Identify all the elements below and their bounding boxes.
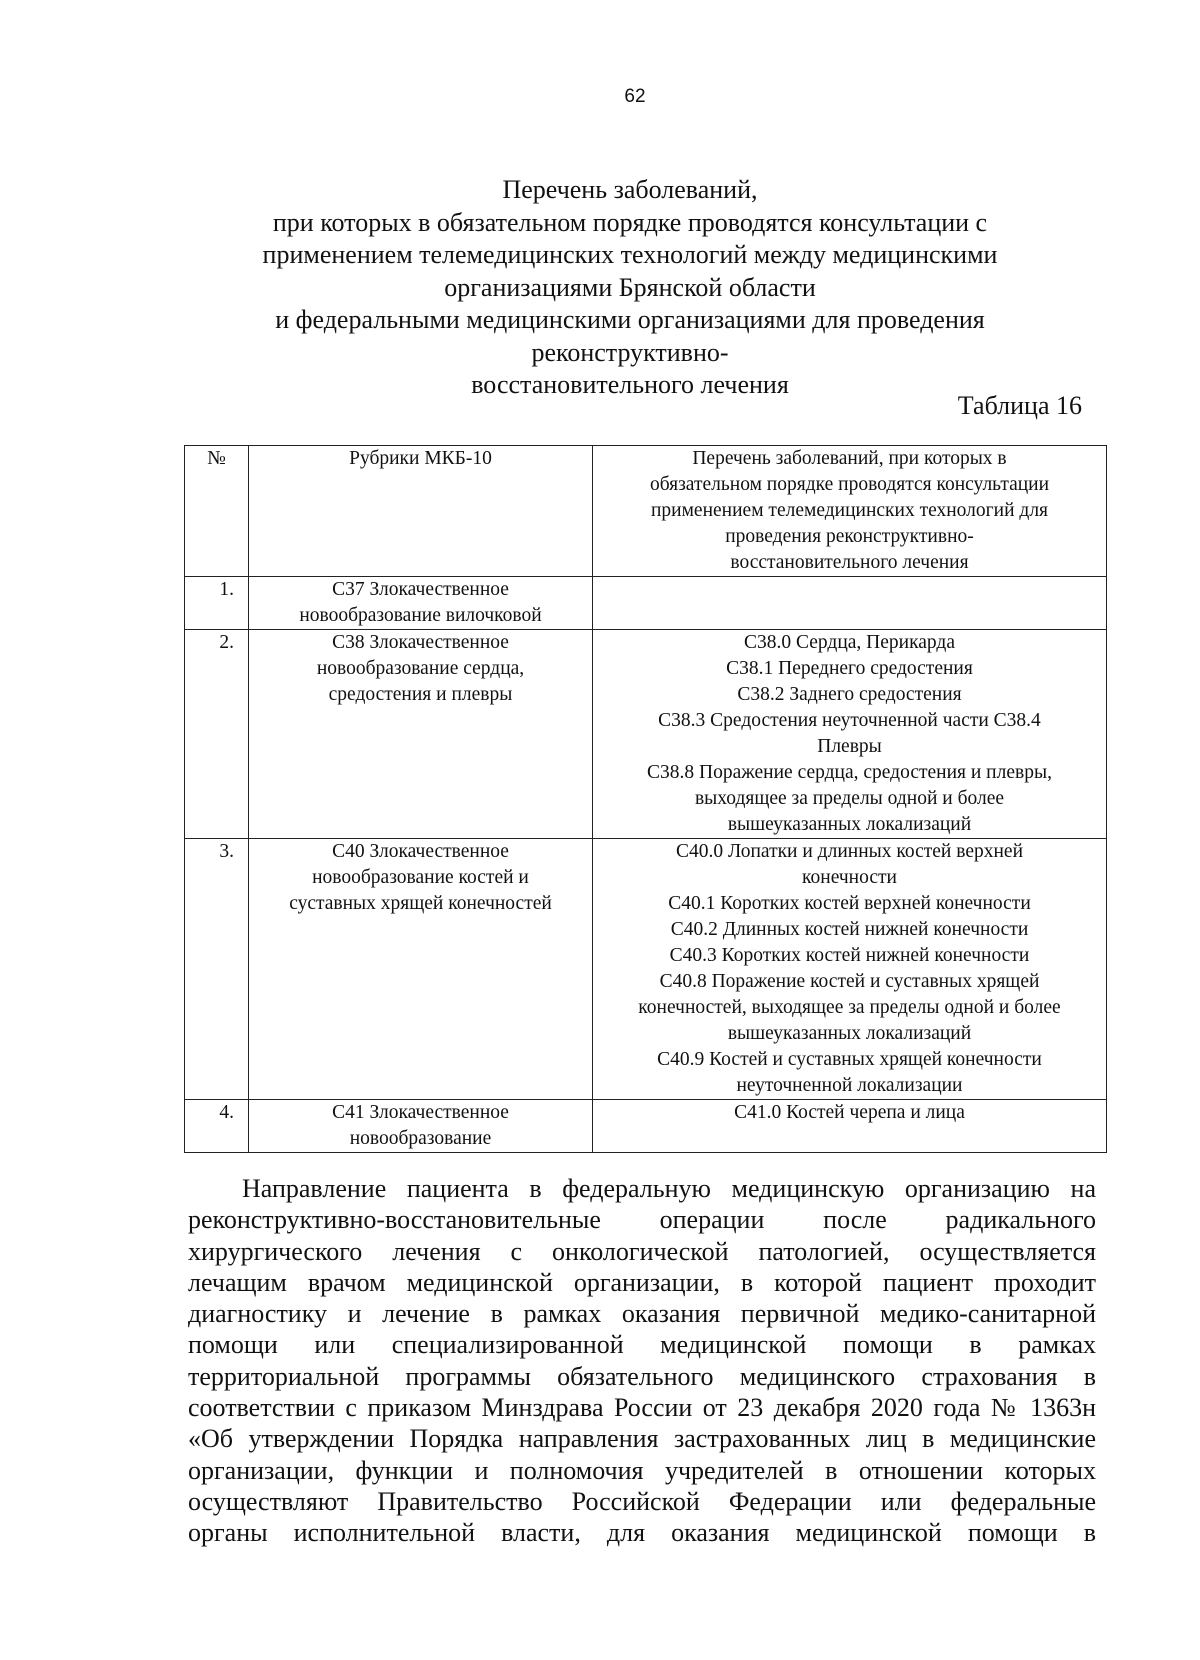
icd-line: С40 Злокачественное xyxy=(332,841,509,862)
diseases-table xyxy=(184,445,1107,1153)
icd-line: суставных хрящей конечностей xyxy=(289,893,552,914)
list-line: выходящее за пределы одной и более xyxy=(694,788,1005,809)
icd-line: С37 Злокачественное xyxy=(332,579,509,600)
list-line: С38.3 Средостения неуточненной части С38.4 xyxy=(658,710,1041,731)
row-icd xyxy=(249,630,593,839)
list-line: С40.3 Коротких костей нижней конечности xyxy=(669,945,1030,966)
header-icd: Рубрики МКБ-10 xyxy=(249,446,593,577)
row-list xyxy=(593,630,1107,839)
icd-line: С41 Злокачественное xyxy=(332,1102,509,1123)
row-icd xyxy=(249,839,593,1100)
paragraph-line: территориальной программы обязательного медицинского страхования в xyxy=(188,1361,1096,1391)
row-num: 2. xyxy=(185,630,249,839)
list-line: С40.2 Длинных костей нижней конечности xyxy=(670,919,1029,940)
list-line: С40.9 Костей и суставных хрящей конечности xyxy=(657,1049,1042,1070)
list-line: вышеуказанных локализаций xyxy=(727,1023,972,1044)
paragraph-line: организации, функции и полномочия учредителей в отношении которых xyxy=(188,1455,1096,1485)
row-num: 3. xyxy=(185,839,249,1100)
paragraph-line: помощи или специализированной медицинской помощи в рамках xyxy=(188,1330,1096,1360)
list-line: С40.8 Поражение костей и суставных хрящей xyxy=(659,971,1040,992)
title-line: применением телемедицинских технологий между медицинскими xyxy=(262,240,998,269)
table-header-row xyxy=(185,446,1107,577)
icd-line: новообразование костей и xyxy=(312,867,529,888)
list-line: конечностей, выходящее за пределы одной и более xyxy=(638,997,1061,1018)
list-line: С38.2 Заднего средостения xyxy=(737,684,962,705)
body-paragraph xyxy=(188,1173,1096,1549)
header-num: № xyxy=(185,446,249,577)
table-row xyxy=(185,577,1107,630)
list-line: С38.1 Переднего средостения xyxy=(726,658,973,679)
document-title xyxy=(230,174,1030,402)
icd-line: новообразование xyxy=(349,1128,492,1149)
title-line: организациями Брянской области xyxy=(444,272,816,302)
list-line: С38.0 Сердца, Перикарда xyxy=(744,632,955,653)
title-line: восстановительного лечения xyxy=(471,370,789,399)
title-line: при которых в обязательном порядке проводятся консультации с xyxy=(272,207,988,237)
list-line: С38.8 Поражение сердца, средостения и плевры, xyxy=(647,762,1052,783)
header-list-line: применением телемедицинских технологий для xyxy=(650,500,1049,521)
list-line: С41.0 Костей черепа и лица xyxy=(734,1102,965,1123)
icd-line: новообразование сердца, xyxy=(316,658,525,679)
paragraph-line: соответствии с приказом Минздрава России от 23 декабря 2020 года № 1363н xyxy=(188,1393,1096,1423)
row-num: 4. xyxy=(185,1100,249,1153)
icd-line: новообразование вилочковой xyxy=(299,605,542,626)
table-label: Таблица 16 xyxy=(957,391,1082,420)
list-line: конечности xyxy=(802,867,897,888)
row-list xyxy=(593,839,1107,1100)
paragraph-line: диагностику и лечение в рамках оказания первичной медико-санитарной xyxy=(188,1299,1096,1329)
paragraph-line: реконструктивно-восстановительные операции после радикального xyxy=(188,1205,1096,1235)
row-list xyxy=(593,577,1107,630)
header-list-line: обязательном порядке проводятся консультации xyxy=(649,474,1050,495)
row-icd xyxy=(249,1100,593,1153)
page-number: 62 xyxy=(624,86,646,107)
table-row xyxy=(185,839,1107,1100)
list-line: вышеуказанных локализаций xyxy=(727,814,972,835)
title-line: Перечень заболеваний, xyxy=(502,175,758,204)
paragraph-line: осуществляют Правительство Российской Федерации или федеральные xyxy=(188,1486,1096,1516)
header-list-line: Перечень заболеваний, при которых в xyxy=(692,448,1007,469)
row-list xyxy=(593,1100,1107,1153)
row-icd xyxy=(249,577,593,630)
paragraph-line: органы исполнительной власти, для оказания медицинской помощи в xyxy=(188,1518,1096,1548)
icd-line: С38 Злокачественное xyxy=(332,632,509,653)
row-num: 1. xyxy=(185,577,249,630)
title-line: и федеральными медицинскими организациями для проведения xyxy=(275,305,985,334)
header-list xyxy=(593,446,1107,577)
table-row xyxy=(185,1100,1107,1153)
icd-line: средостения и плевры xyxy=(328,684,513,705)
title-line: реконструктивно- xyxy=(531,337,729,367)
list-line: С40.1 Коротких костей верхней конечности xyxy=(668,893,1031,914)
list-line: С40.0 Лопатки и длинных костей верхней xyxy=(675,841,1024,862)
paragraph-line: «Об утверждении Порядка направления застрахованных лиц в медицинские xyxy=(188,1424,1096,1454)
header-list-line: проведения реконструктивно- xyxy=(725,526,974,547)
paragraph-line: Направление пациента в федеральную медицинскую организацию на xyxy=(242,1174,1096,1203)
list-line: неуточненной локализации xyxy=(736,1075,963,1096)
paragraph-line: лечащим врачом медицинской организации, в которой пациент проходит xyxy=(188,1267,1096,1297)
header-list-line: восстановительного лечения xyxy=(730,552,969,573)
table-row xyxy=(185,630,1107,839)
paragraph-line: хирургического лечения с онкологической патологией, осуществляется xyxy=(188,1236,1096,1266)
list-line: Плевры xyxy=(817,736,882,757)
